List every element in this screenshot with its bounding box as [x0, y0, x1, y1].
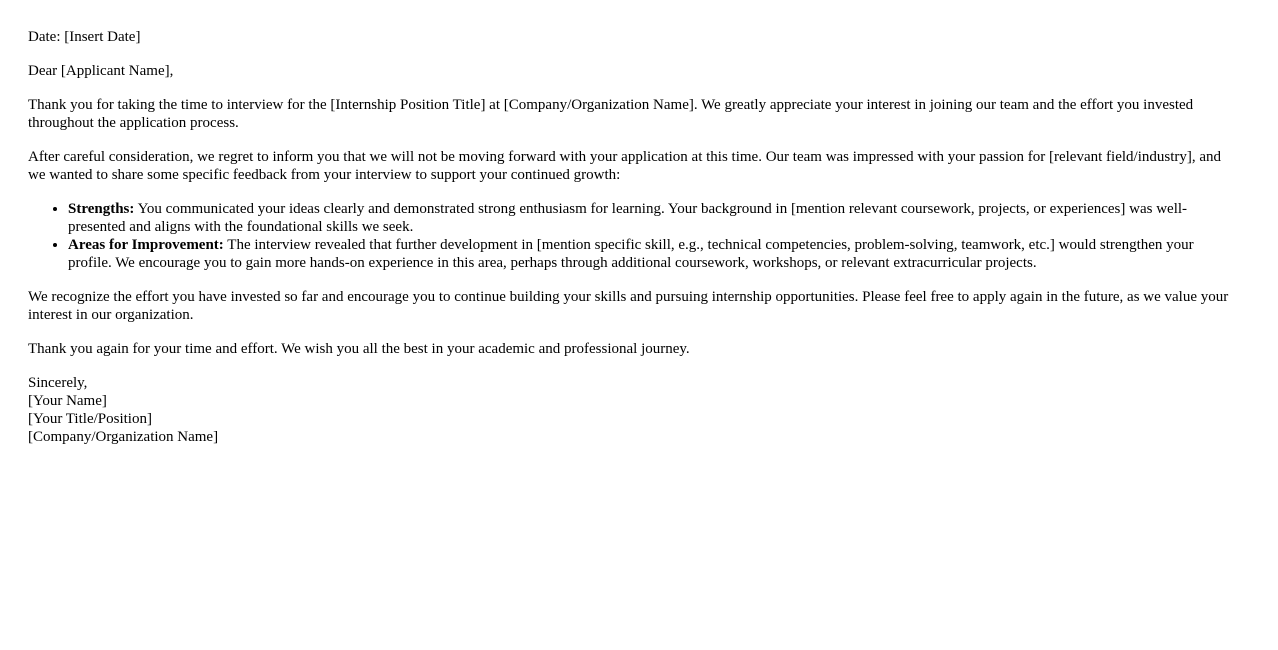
letter-paragraph-closing: Thank you again for your time and effort. We wish you all the best in your academic and professional journey.	[28, 341, 690, 357]
signature-name: [Your Name]	[28, 393, 107, 409]
feedback-label: Areas for Improvement:	[68, 237, 224, 253]
letter-paragraph-intro: Thank you for taking the time to interview for the [Internship Position Title] at [Company/Organization Name]. We greatly appreciate your interest in joining our team and the effort you invested throughout the application process.	[28, 97, 1194, 131]
feedback-text: You communicated your ideas clearly and demonstrated strong enthusiasm for learning. Your background in [mention relevant coursework, projects, or experiences] was well-presented and aligns with the foundational skills we seek.	[68, 201, 1188, 235]
signature-organization: [Company/Organization Name]	[28, 429, 219, 445]
letter-paragraph-decision: After careful consideration, we regret to inform you that we will not be moving forward with your application at this time. Our team was impressed with your passion for [relevant field/industry], and we wanted to share some specific feedback from your interview to support your continued growth:	[28, 149, 1222, 183]
letter-greeting: Dear [Applicant Name],	[28, 63, 174, 79]
feedback-label: Strengths:	[68, 201, 135, 217]
letter-paragraph-encouragement: We recognize the effort you have invested so far and encourage you to continue building your skills and pursuing internship opportunities. Please feel free to apply again in the future, as we value your interest in our organization.	[28, 289, 1229, 323]
feedback-item-improvement	[68, 236, 1240, 272]
signature-title: [Your Title/Position]	[28, 411, 152, 427]
signature-closing: Sincerely,	[28, 375, 88, 391]
feedback-text: The interview revealed that further development in [mention specific skill, e.g., technical competencies, problem-solving, teamwork, etc.] would strengthen your profile. We encourage you to gain more hands-on experience in this area, perhaps through additional coursework, workshops, or relevant extracurricular projects.	[68, 237, 1194, 271]
letter-body	[28, 28, 1240, 462]
feedback-item-strengths	[68, 200, 1240, 236]
feedback-list	[28, 200, 1240, 272]
letter-date: Date: [Insert Date]	[28, 29, 141, 45]
signature-block	[28, 374, 1240, 446]
